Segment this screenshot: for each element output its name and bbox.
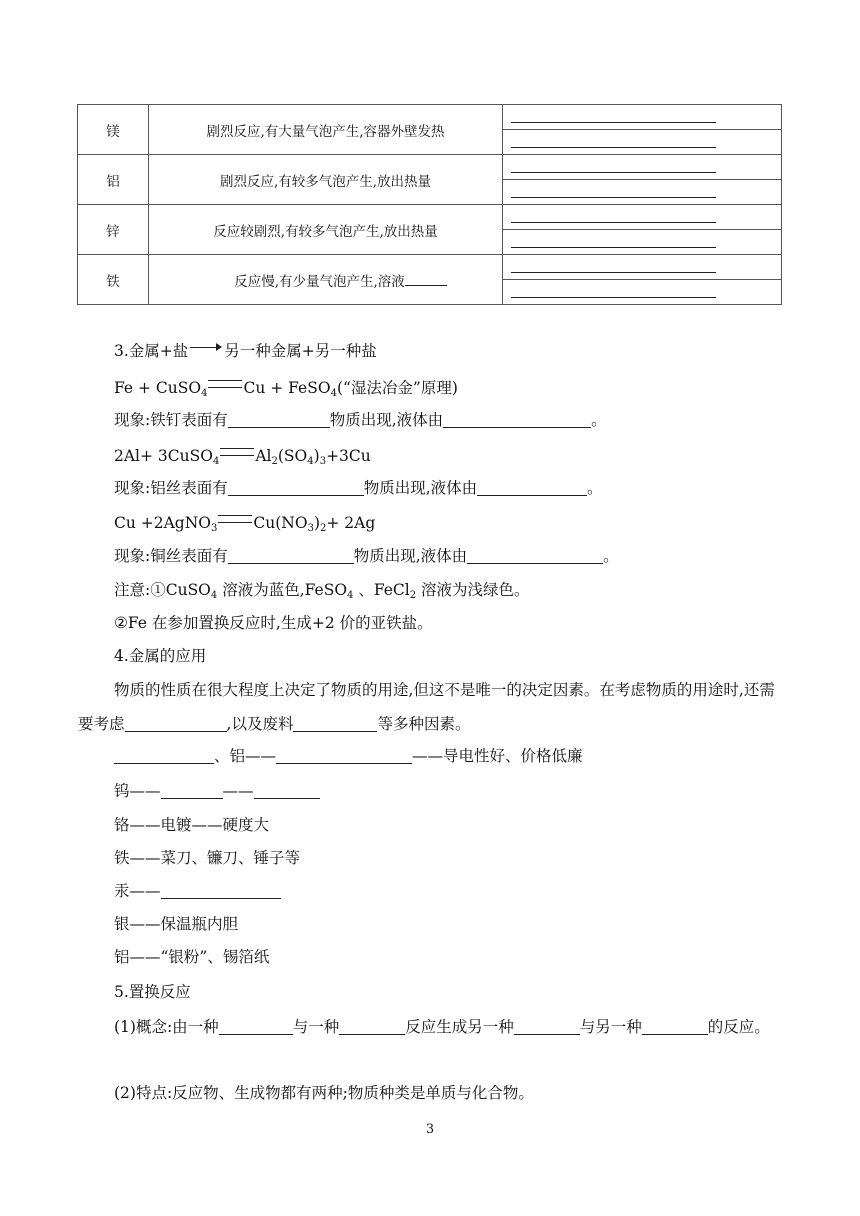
description-cell [149, 255, 503, 305]
equals-sign-icon [220, 448, 254, 456]
answer-blank [511, 247, 716, 248]
copper-aluminum-line [114, 746, 583, 766]
subscript: 4 [307, 456, 314, 467]
concept-text: 反应生成另一种 [405, 1018, 514, 1036]
eq-text: Cu(NO [253, 514, 308, 532]
mercury-line [114, 881, 281, 901]
answer-blank[interactable] [276, 747, 412, 764]
answer-cell[interactable] [503, 130, 782, 155]
subscript: 3 [211, 523, 218, 534]
answer-cell[interactable] [503, 280, 782, 305]
iron-line: 铁——菜刀、镰刀、锤子等 [114, 849, 301, 867]
answer-blank[interactable] [477, 479, 587, 496]
page-number: 3 [425, 1122, 435, 1137]
metal-cell: 镁 [78, 105, 149, 155]
note-1 [114, 580, 530, 600]
answer-blank[interactable] [339, 1018, 405, 1035]
eq-text: (“湿法冶金”原理) [336, 379, 458, 397]
description-cell: 反应较剧烈,有较多气泡产生,放出热量 [149, 205, 503, 255]
eq-text: Fe + CuSO [114, 379, 202, 397]
answer-blank[interactable] [114, 747, 214, 764]
concept-text: 与一种 [292, 1018, 340, 1036]
para-text: 物质的性质在很大程度上决定了物质的用途,但这不是唯一的决定因素。在考虑物质的用途时,还需要考虑 [78, 681, 775, 733]
obs-text: 物质出现,液体由 [353, 547, 468, 565]
answer-blank[interactable] [228, 479, 364, 496]
equation-1 [114, 378, 458, 398]
answer-blank [511, 197, 716, 198]
answer-blank[interactable] [219, 1018, 293, 1035]
eq-text: + 2Ag [326, 514, 376, 532]
use-text: 汞—— [114, 882, 161, 900]
concept-text: (1)概念:由一种 [114, 1018, 219, 1036]
subscript: 2 [320, 523, 327, 534]
answer-blank[interactable] [161, 882, 281, 899]
concept-paragraph [78, 1010, 782, 1044]
answer-cell[interactable] [503, 180, 782, 205]
description-cell: 剧烈反应,有较多气泡产生,放出热量 [149, 155, 503, 205]
answer-blank [511, 122, 716, 123]
note-text: 、FeCl [353, 581, 410, 599]
obs-text: 现象:铝丝表面有 [114, 479, 228, 497]
answer-blank [511, 272, 716, 273]
subscript: 3 [307, 523, 314, 534]
eq-text: Cu + FeSO [243, 379, 331, 397]
obs-text: 物质出现,液体由 [329, 411, 444, 429]
answer-cell[interactable] [503, 155, 782, 180]
observation-1 [114, 410, 607, 430]
metal-cell: 铁 [78, 255, 149, 305]
use-text: 、铝—— [214, 747, 277, 765]
answer-blank[interactable] [642, 1018, 708, 1035]
subscript: 3 [319, 456, 327, 467]
eq-text: 2Al+ 3CuSO [114, 447, 213, 465]
table-row [78, 255, 782, 280]
answer-blank[interactable] [443, 411, 591, 428]
description-text: 反应慢,有少量气泡产生,溶液 [234, 273, 405, 290]
use-text: —— [222, 782, 254, 800]
note-text: 溶液为浅绿色。 [416, 581, 530, 599]
table-row [78, 205, 782, 230]
chromium-line: 铬——电镀——硬度大 [114, 816, 270, 834]
silver-line: 银——保温瓶内胆 [114, 915, 239, 933]
section-3-title [114, 341, 377, 361]
aluminum-line: 铝——“银粉”、锡箔纸 [114, 948, 270, 966]
subscript: 2 [409, 590, 417, 601]
answer-blank[interactable] [293, 715, 377, 732]
answer-blank[interactable] [228, 411, 330, 428]
eq-text: Cu +2AgNO [114, 514, 212, 532]
color-blank[interactable] [405, 285, 447, 286]
equation-2 [114, 446, 371, 466]
tungsten-line [114, 781, 320, 801]
answer-cell[interactable] [503, 255, 782, 280]
subscript: 4 [212, 456, 220, 467]
note-text: 注意:①CuSO [114, 581, 211, 599]
equals-sign-icon [208, 380, 242, 388]
subscript: 4 [347, 590, 354, 601]
observation-2 [114, 478, 603, 498]
obs-text: 。 [603, 547, 619, 565]
concept-text: 的反应。 [707, 1018, 770, 1036]
arrow-icon [190, 343, 222, 353]
eq-text: (SO [277, 447, 308, 465]
section-5-title: 5.置换反应 [114, 983, 191, 1001]
subscript: 4 [330, 388, 337, 399]
description-cell: 剧烈反应,有大量气泡产生,容器外壁发热 [149, 105, 503, 155]
answer-blank[interactable] [125, 715, 227, 732]
note-text: 溶液为蓝色,FeSO [217, 581, 348, 599]
answer-cell[interactable] [503, 105, 782, 130]
obs-text: 现象:铜丝表面有 [114, 547, 228, 565]
metal-cell: 锌 [78, 205, 149, 255]
eq-text: +3Cu [326, 447, 371, 465]
section-4-paragraph [78, 673, 782, 741]
obs-text: 。 [591, 411, 607, 429]
para-text: 等多种因素。 [377, 715, 471, 733]
eq-text: Al [255, 447, 272, 465]
observation-3 [114, 546, 619, 566]
title-part: 3.金属+盐 [114, 342, 189, 360]
title-part: 另一种金属+另一种盐 [224, 342, 377, 360]
use-text: 钨—— [114, 782, 161, 800]
section-4-title: 4.金属的应用 [114, 647, 207, 665]
eq-text: ) [313, 447, 320, 465]
subscript: 4 [201, 388, 208, 399]
reaction-table [77, 104, 782, 305]
answer-blank [511, 222, 716, 223]
use-text: ——导电性好、价格低廉 [412, 747, 583, 765]
table-row [78, 105, 782, 130]
metal-cell: 铝 [78, 155, 149, 205]
answer-blank [511, 147, 716, 148]
equals-sign-icon [218, 515, 252, 523]
obs-text: 现象:铁钉表面有 [114, 411, 228, 429]
obs-text: 。 [587, 479, 603, 497]
answer-cell[interactable] [503, 230, 782, 255]
equation-3 [114, 513, 375, 533]
answer-cell[interactable] [503, 205, 782, 230]
answer-blank[interactable] [161, 782, 223, 799]
table-row [78, 155, 782, 180]
answer-blank [511, 297, 716, 298]
para-text: ,以及废料 [226, 715, 294, 733]
answer-blank[interactable] [514, 1018, 580, 1035]
answer-blank[interactable] [467, 547, 603, 564]
subscript: 2 [271, 456, 278, 467]
feature-line: (2)特点:反应物、生成物都有两种;物质种类是单质与化合物。 [114, 1084, 534, 1102]
note-2: ②Fe 在参加置换反应时,生成+2 价的亚铁盐。 [114, 614, 433, 632]
answer-blank[interactable] [228, 547, 354, 564]
answer-blank [511, 172, 716, 173]
concept-text: 与另一种 [579, 1018, 642, 1036]
eq-text: ) [313, 514, 320, 532]
obs-text: 物质出现,液体由 [363, 479, 478, 497]
subscript: 4 [210, 590, 218, 601]
answer-blank[interactable] [254, 782, 320, 799]
